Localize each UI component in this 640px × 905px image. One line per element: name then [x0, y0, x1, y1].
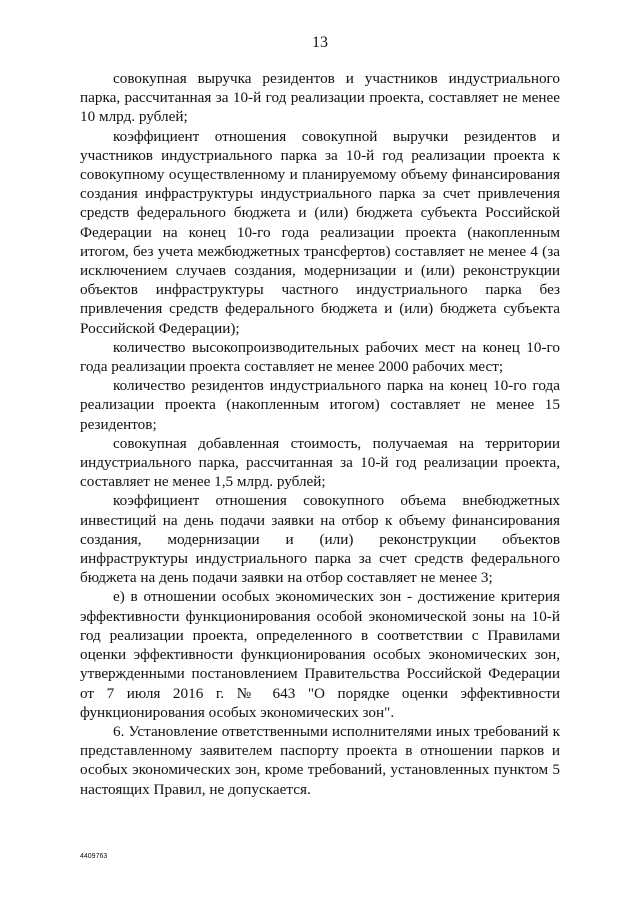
document-code: 4409763 — [80, 853, 108, 860]
paragraph-added-value: совокупная добавленная стоимость, получаемая на территории индустриального парка, рассчитанная за 10-й год реализации проекта, составляет не менее 1,5 млрд. рублей; — [80, 434, 560, 491]
paragraph-total-revenue: совокупная выручка резидентов и участников индустриального парка, рассчитанная за 10-й год реализации проекта, составляет не менее 10 млрд. рублей; — [80, 70, 560, 126]
page-number: 13 — [312, 34, 328, 51]
paragraph-special-zones: е) в отношении особых экономических зон - достижение критерия эффективности функционирования особой экономической зоны на 10-й год реализации проекта, определенного в соответствии с Правилами оценки эффективности функционирования особых экономических зон, утвержденными постановлением Правительства Российской Федерации от 7 июля 2016 г. № 643 "О порядке оценки эффективности функционирования особых экономических зон". — [80, 588, 560, 721]
paragraph-workplaces: количество высокопроизводительных рабочих мест на конец 10-го года реализации проекта составляет не менее 2000 рабочих мест; — [80, 338, 560, 376]
document-body — [80, 69, 560, 799]
paragraph-item-6: 6. Установление ответственными исполнителями иных требований к представленному заявителем паспорту проекта в отношении парков и особых экономических зон, кроме требований, установленных пунктом 5 настоящих Правил, не допускается. — [80, 722, 560, 798]
paragraph-residents-count: количество резидентов индустриального парка на конец 10-го года реализации проекта (накопленным итогом) составляет не менее 15 резидентов; — [80, 377, 560, 433]
paragraph-investment-ratio: коэффициент отношения совокупного объема внебюджетных инвестиций на день подачи заявки на отбор к объему финансирования создания, модернизации и (или) реконструкции объектов инфраструктуры индустриального парка за счет средств федерального бюджета на день подачи заявки на отбор составляет не менее 3; — [80, 492, 560, 587]
paragraph-revenue-ratio: коэффициент отношения совокупной выручки резидентов и участников индустриального парка за 10-й год реализации проекта к совокупному осуществленному и планируемому объему финансирования создания инфраструктуры индустриального парка за счет привлечения средств федерального бюджета и (или) бюджета субъекта Российской Федерации на конец 10-го года реализации проекта (накопленным итогом, без учета межбюджетных трансфертов) составляет не менее 4 (за исключением случаев создания, модернизации и (или) реконструкции объектов инфраструктуры частного индустриального парка без привлечения средств федерального бюджета и (или) бюджета субъекта Российской Федерации); — [80, 127, 560, 337]
